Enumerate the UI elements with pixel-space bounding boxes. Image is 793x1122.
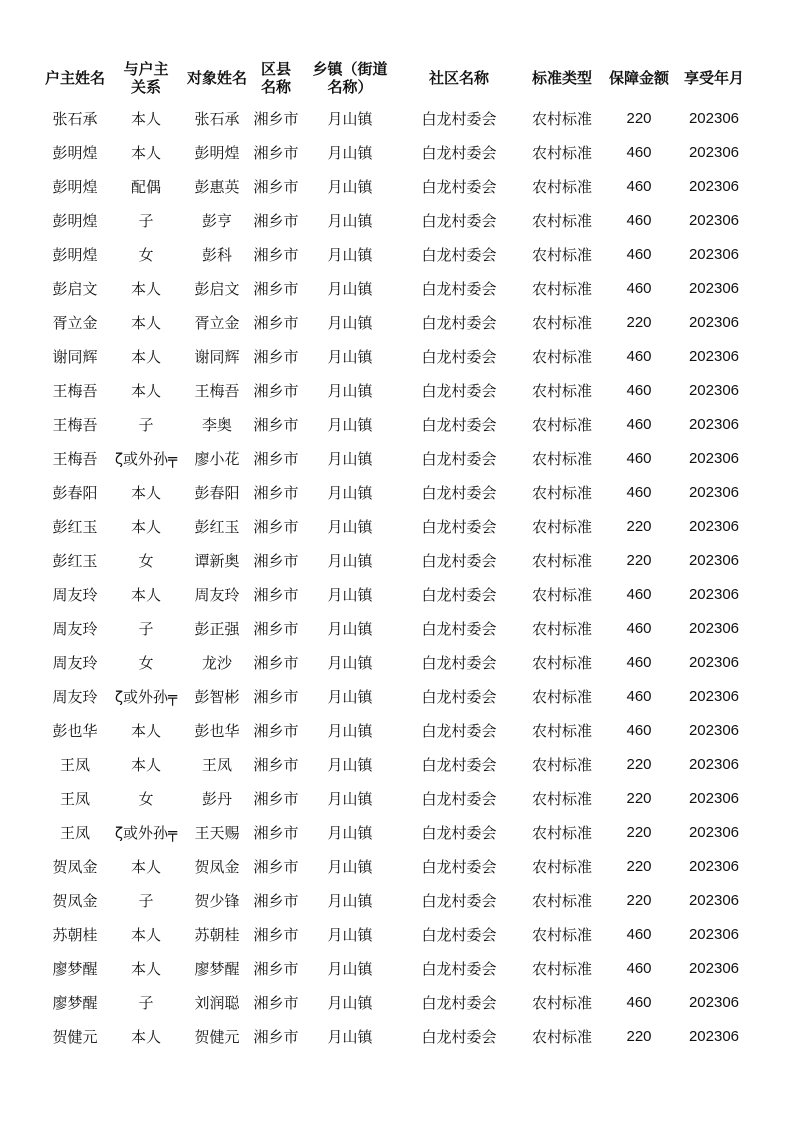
recipient-name-cell: 周友玲 [194,585,240,604]
householder-name-cell: 彭明煌 [52,177,98,196]
standard-type-cell: 农村标准 [531,959,592,978]
standard-type-cell: 农村标准 [531,687,592,706]
community-cell: 白龙村委会 [421,211,497,230]
town-cell: 月山镇 [327,891,373,910]
town-cell: 月山镇 [327,143,373,162]
table-body [0,101,793,1053]
town-cell: 月山镇 [327,789,373,808]
town-cell: 月山镇 [327,415,373,434]
community-cell: 白龙村委会 [421,313,497,332]
standard-type-cell: 农村标准 [531,313,592,332]
relationship-cell: 本人 [130,1027,161,1046]
county-cell: 湘乡市 [253,177,299,196]
header-county-name: 区县 名称 [260,60,291,96]
community-cell: 白龙村委会 [421,687,497,706]
householder-name-cell: 贺健元 [52,1027,98,1046]
amount-cell: 220 [626,1027,652,1045]
community-cell: 白龙村委会 [421,857,497,876]
table-row [0,577,793,611]
community-cell: 白龙村委会 [421,347,497,366]
table-row [0,645,793,679]
householder-name-cell: 彭春阳 [52,483,98,502]
benefit-month-cell: 202306 [688,959,740,977]
community-cell: 白龙村委会 [421,551,497,570]
town-cell: 月山镇 [327,857,373,876]
recipient-name-cell: 彭惠英 [194,177,240,196]
relationship-cell: 本人 [130,143,161,162]
amount-cell: 220 [626,517,652,535]
town-cell: 月山镇 [327,925,373,944]
benefit-month-cell: 202306 [688,687,740,705]
standard-type-cell: 农村标准 [531,721,592,740]
householder-name-cell: 周友玲 [52,585,98,604]
householder-name-cell: 王凤 [59,789,90,808]
amount-cell: 460 [626,959,652,977]
recipient-name-cell: 彭智彬 [194,687,240,706]
recipient-name-cell: 谭新奥 [194,551,240,570]
county-cell: 湘乡市 [253,109,299,128]
benefit-month-cell: 202306 [688,279,740,297]
standard-type-cell: 农村标准 [531,755,592,774]
amount-cell: 220 [626,755,652,773]
householder-name-cell: 贺凤金 [52,857,98,876]
town-cell: 月山镇 [327,313,373,332]
amount-cell: 460 [626,211,652,229]
benefit-month-cell: 202306 [688,245,740,263]
benefit-month-cell: 202306 [688,551,740,569]
town-cell: 月山镇 [327,959,373,978]
community-cell: 白龙村委会 [421,279,497,298]
table-row [0,237,793,271]
standard-type-cell: 农村标准 [531,1027,592,1046]
relationship-cell: 本人 [130,279,161,298]
standard-type-cell: 农村标准 [531,245,592,264]
amount-cell: 460 [626,619,652,637]
recipient-name-cell: 胥立金 [194,313,240,332]
householder-name-cell: 王凤 [59,823,90,842]
householder-name-cell: 周友玲 [52,619,98,638]
community-cell: 白龙村委会 [421,925,497,944]
householder-name-cell: 彭也华 [52,721,98,740]
town-cell: 月山镇 [327,755,373,774]
community-cell: 白龙村委会 [421,1027,497,1046]
relationship-cell: 本人 [130,755,161,774]
recipient-name-cell: 彭红玉 [194,517,240,536]
county-cell: 湘乡市 [253,143,299,162]
amount-cell: 460 [626,925,652,943]
community-cell: 白龙村委会 [421,789,497,808]
relationship-cell: 本人 [130,721,161,740]
householder-name-cell: 彭明煌 [52,143,98,162]
benefit-month-cell: 202306 [688,517,740,535]
benefit-month-cell: 202306 [688,381,740,399]
county-cell: 湘乡市 [253,925,299,944]
county-cell: 湘乡市 [253,687,299,706]
benefit-month-cell: 202306 [688,109,740,127]
benefit-month-cell: 202306 [688,1027,740,1045]
community-cell: 白龙村委会 [421,143,497,162]
standard-type-cell: 农村标准 [531,415,592,434]
householder-name-cell: 贺凤金 [52,891,98,910]
amount-cell: 220 [626,789,652,807]
amount-cell: 220 [626,551,652,569]
amount-cell: 460 [626,687,652,705]
amount-cell: 220 [626,823,652,841]
community-cell: 白龙村委会 [421,891,497,910]
county-cell: 湘乡市 [253,347,299,366]
recipient-name-cell: 廖小花 [194,449,240,468]
relationship-cell: 本人 [130,313,161,332]
amount-cell: 460 [626,483,652,501]
table-row [0,611,793,645]
table-row [0,1019,793,1053]
recipient-name-cell: 王凤 [201,755,232,774]
table-row [0,849,793,883]
recipient-name-cell: 彭丹 [201,789,232,808]
community-cell: 白龙村委会 [421,993,497,1012]
standard-type-cell: 农村标准 [531,109,592,128]
recipient-name-cell: 彭科 [201,245,232,264]
recipient-name-cell: 龙沙 [201,653,232,672]
relationship-cell: ζ或外孙╤ [114,449,178,468]
standard-type-cell: 农村标准 [531,381,592,400]
relationship-cell: 本人 [130,347,161,366]
amount-cell: 220 [626,313,652,331]
relationship-cell: ζ或外孙╤ [114,823,178,842]
county-cell: 湘乡市 [253,1027,299,1046]
county-cell: 湘乡市 [253,517,299,536]
town-cell: 月山镇 [327,551,373,570]
benefit-month-cell: 202306 [688,653,740,671]
householder-name-cell: 王梅吾 [52,381,98,400]
benefit-month-cell: 202306 [688,313,740,331]
county-cell: 湘乡市 [253,959,299,978]
householder-name-cell: 彭红玉 [52,551,98,570]
table-row [0,373,793,407]
town-cell: 月山镇 [327,721,373,740]
amount-cell: 460 [626,993,652,1011]
community-cell: 白龙村委会 [421,483,497,502]
recipient-name-cell: 张石承 [194,109,240,128]
recipient-name-cell: 彭启文 [194,279,240,298]
amount-cell: 460 [626,415,652,433]
amount-cell: 460 [626,245,652,263]
town-cell: 月山镇 [327,517,373,536]
benefit-month-cell: 202306 [688,789,740,807]
table-row [0,203,793,237]
recipient-name-cell: 刘润聪 [194,993,240,1012]
table-row [0,543,793,577]
relationship-cell: 本人 [130,857,161,876]
recipient-name-cell: 贺健元 [194,1027,240,1046]
amount-cell: 460 [626,279,652,297]
amount-cell: 220 [626,109,652,127]
standard-type-cell: 农村标准 [531,925,592,944]
county-cell: 湘乡市 [253,551,299,570]
table-row [0,883,793,917]
town-cell: 月山镇 [327,177,373,196]
town-cell: 月山镇 [327,585,373,604]
county-cell: 湘乡市 [253,313,299,332]
benefit-month-cell: 202306 [688,347,740,365]
town-cell: 月山镇 [327,109,373,128]
county-cell: 湘乡市 [253,415,299,434]
benefit-month-cell: 202306 [688,891,740,909]
relationship-cell: 本人 [130,381,161,400]
standard-type-cell: 农村标准 [531,619,592,638]
householder-name-cell: 王梅吾 [52,449,98,468]
county-cell: 湘乡市 [253,279,299,298]
standard-type-cell: 农村标准 [531,789,592,808]
recipient-name-cell: 贺凤金 [194,857,240,876]
benefit-month-cell: 202306 [688,925,740,943]
standard-type-cell: 农村标准 [531,347,592,366]
recipient-name-cell: 彭正强 [194,619,240,638]
recipient-name-cell: 彭明煌 [194,143,240,162]
relationship-cell: 本人 [130,925,161,944]
relationship-cell: 本人 [130,959,161,978]
table-row [0,781,793,815]
recipient-name-cell: 苏朝桂 [194,925,240,944]
community-cell: 白龙村委会 [421,755,497,774]
county-cell: 湘乡市 [253,449,299,468]
county-cell: 湘乡市 [253,755,299,774]
standard-type-cell: 农村标准 [531,517,592,536]
town-cell: 月山镇 [327,483,373,502]
householder-name-cell: 彭红玉 [52,517,98,536]
relationship-cell: 子 [138,891,154,910]
standard-type-cell: 农村标准 [531,449,592,468]
standard-type-cell: 农村标准 [531,585,592,604]
benefit-month-cell: 202306 [688,211,740,229]
county-cell: 湘乡市 [253,619,299,638]
relationship-cell: 本人 [130,585,161,604]
community-cell: 白龙村委会 [421,959,497,978]
town-cell: 月山镇 [327,211,373,230]
standard-type-cell: 农村标准 [531,891,592,910]
table-row [0,271,793,305]
amount-cell: 220 [626,891,652,909]
standard-type-cell: 农村标准 [531,857,592,876]
table-row [0,951,793,985]
table-row [0,747,793,781]
benefit-month-cell: 202306 [688,755,740,773]
county-cell: 湘乡市 [253,993,299,1012]
county-cell: 湘乡市 [253,585,299,604]
table-header [0,56,793,100]
standard-type-cell: 农村标准 [531,211,592,230]
county-cell: 湘乡市 [253,823,299,842]
county-cell: 湘乡市 [253,483,299,502]
householder-name-cell: 周友玲 [52,653,98,672]
standard-type-cell: 农村标准 [531,143,592,162]
town-cell: 月山镇 [327,245,373,264]
benefit-month-cell: 202306 [688,857,740,875]
householder-name-cell: 彭启文 [52,279,98,298]
relationship-cell: 本人 [130,517,161,536]
community-cell: 白龙村委会 [421,415,497,434]
recipient-name-cell: 贺少锋 [194,891,240,910]
relationship-cell: 女 [138,245,154,264]
community-cell: 白龙村委会 [421,823,497,842]
recipient-name-cell: 彭春阳 [194,483,240,502]
standard-type-cell: 农村标准 [531,483,592,502]
community-cell: 白龙村委会 [421,449,497,468]
amount-cell: 460 [626,347,652,365]
standard-type-cell: 农村标准 [531,823,592,842]
community-cell: 白龙村委会 [421,381,497,400]
benefit-month-cell: 202306 [688,721,740,739]
amount-cell: 460 [626,585,652,603]
relationship-cell: 配偶 [130,177,161,196]
town-cell: 月山镇 [327,823,373,842]
benefit-month-cell: 202306 [688,143,740,161]
header-allowance-amount: 保障金额 [608,69,669,87]
community-cell: 白龙村委会 [421,653,497,672]
table-row [0,169,793,203]
header-community-name: 社区名称 [428,69,489,87]
table-row [0,407,793,441]
amount-cell: 220 [626,857,652,875]
table-row [0,679,793,713]
relationship-cell: 子 [138,993,154,1012]
relationship-cell: 女 [138,789,154,808]
county-cell: 湘乡市 [253,381,299,400]
relationship-cell: 本人 [130,483,161,502]
householder-name-cell: 周友玲 [52,687,98,706]
standard-type-cell: 农村标准 [531,993,592,1012]
county-cell: 湘乡市 [253,857,299,876]
householder-name-cell: 王凤 [59,755,90,774]
table-row [0,815,793,849]
amount-cell: 460 [626,653,652,671]
county-cell: 湘乡市 [253,721,299,740]
town-cell: 月山镇 [327,687,373,706]
relationship-cell: 子 [138,211,154,230]
header-benefit-month: 享受年月 [683,69,744,87]
town-cell: 月山镇 [327,1027,373,1046]
town-cell: 月山镇 [327,993,373,1012]
relationship-cell: 女 [138,653,154,672]
recipient-name-cell: 王天赐 [194,823,240,842]
header-relationship: 与户主 关系 [123,60,169,96]
town-cell: 月山镇 [327,381,373,400]
recipient-name-cell: 彭亨 [201,211,232,230]
amount-cell: 460 [626,721,652,739]
recipient-name-cell: 廖梦醒 [194,959,240,978]
householder-name-cell: 王梅吾 [52,415,98,434]
standard-type-cell: 农村标准 [531,279,592,298]
community-cell: 白龙村委会 [421,177,497,196]
table-row [0,135,793,169]
table-row [0,339,793,373]
community-cell: 白龙村委会 [421,517,497,536]
header-standard-type: 标准类型 [531,69,592,87]
amount-cell: 460 [626,177,652,195]
householder-name-cell: 谢同辉 [52,347,98,366]
benefit-month-cell: 202306 [688,415,740,433]
benefit-month-cell: 202306 [688,619,740,637]
benefit-month-cell: 202306 [688,483,740,501]
householder-name-cell: 廖梦醒 [52,959,98,978]
table-row [0,985,793,1019]
county-cell: 湘乡市 [253,891,299,910]
recipient-name-cell: 王梅吾 [194,381,240,400]
community-cell: 白龙村委会 [421,619,497,638]
county-cell: 湘乡市 [253,653,299,672]
benefit-month-cell: 202306 [688,177,740,195]
standard-type-cell: 农村标准 [531,653,592,672]
householder-name-cell: 胥立金 [52,313,98,332]
benefit-month-cell: 202306 [688,585,740,603]
table-row [0,441,793,475]
table-row [0,305,793,339]
community-cell: 白龙村委会 [421,245,497,264]
county-cell: 湘乡市 [253,789,299,808]
table-row [0,713,793,747]
town-cell: 月山镇 [327,653,373,672]
recipient-name-cell: 李奥 [201,415,232,434]
county-cell: 湘乡市 [253,211,299,230]
benefit-month-cell: 202306 [688,449,740,467]
table-row [0,101,793,135]
header-recipient-name: 对象姓名 [186,69,247,87]
recipient-name-cell: 彭也华 [194,721,240,740]
standard-type-cell: 农村标准 [531,177,592,196]
community-cell: 白龙村委会 [421,585,497,604]
benefit-month-cell: 202306 [688,993,740,1011]
householder-name-cell: 廖梦醒 [52,993,98,1012]
community-cell: 白龙村委会 [421,109,497,128]
town-cell: 月山镇 [327,619,373,638]
relationship-cell: ζ或外孙╤ [114,687,178,706]
relationship-cell: 子 [138,619,154,638]
amount-cell: 460 [626,381,652,399]
town-cell: 月山镇 [327,449,373,468]
relationship-cell: 子 [138,415,154,434]
householder-name-cell: 彭明煌 [52,245,98,264]
town-cell: 月山镇 [327,279,373,298]
amount-cell: 460 [626,143,652,161]
header-householder-name: 户主姓名 [44,69,105,87]
householder-name-cell: 苏朝桂 [52,925,98,944]
relationship-cell: 本人 [130,109,161,128]
recipient-name-cell: 谢同辉 [194,347,240,366]
table-row [0,509,793,543]
benefit-month-cell: 202306 [688,823,740,841]
householder-name-cell: 张石承 [52,109,98,128]
community-cell: 白龙村委会 [421,721,497,740]
relationship-cell: 女 [138,551,154,570]
householder-name-cell: 彭明煌 [52,211,98,230]
table-row [0,475,793,509]
header-town-name: 乡镇（街道 名称） [312,60,388,96]
standard-type-cell: 农村标准 [531,551,592,570]
county-cell: 湘乡市 [253,245,299,264]
amount-cell: 460 [626,449,652,467]
table-row [0,917,793,951]
town-cell: 月山镇 [327,347,373,366]
